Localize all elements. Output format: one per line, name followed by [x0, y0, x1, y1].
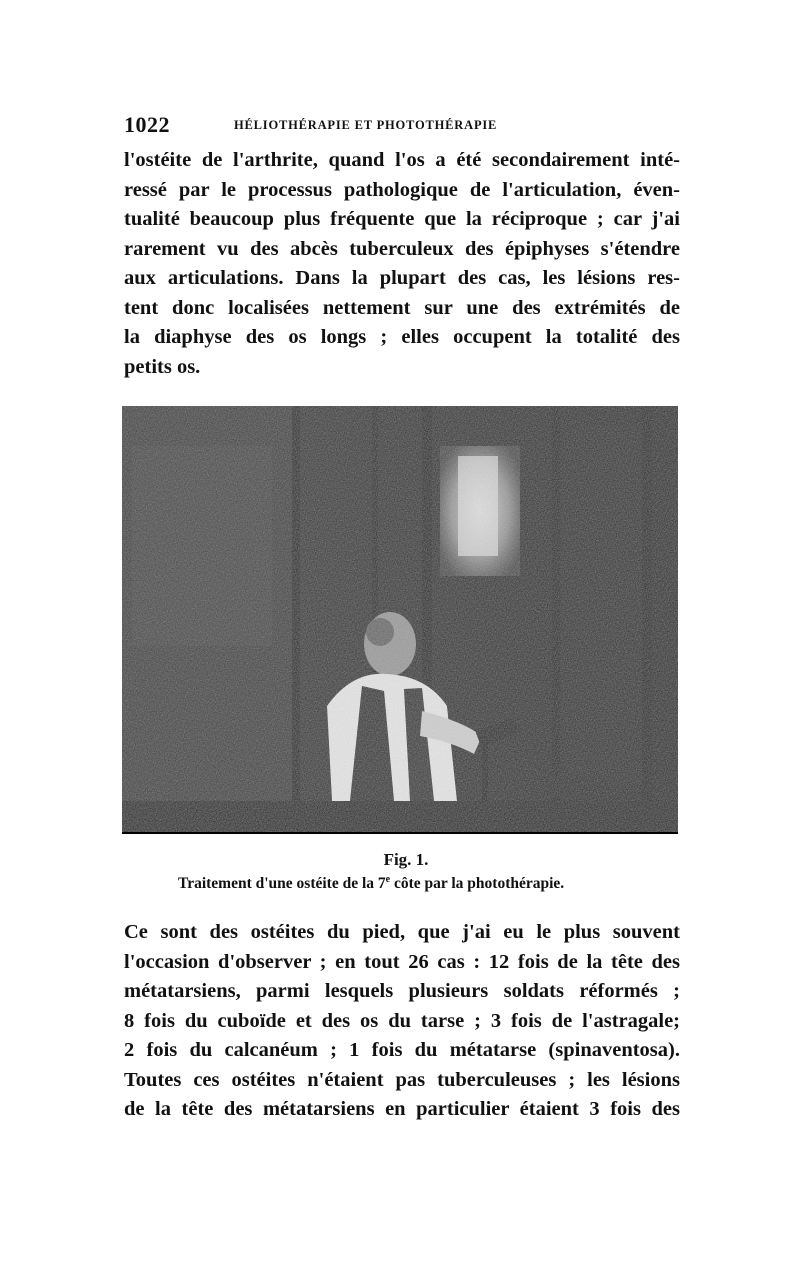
text-line: 8 fois du cuboïde et des os du tarse ; 3 fois de l'astragale; [124, 1009, 680, 1032]
caption-text: Traitement d'une ostéite de la 7 [178, 875, 386, 893]
text-line: l'ostéite de l'arthrite, quand l'os a été secondairement inté- [124, 149, 680, 171]
photo-illustration [122, 406, 678, 832]
text-line: métatarsiens, parmi lesquels plusieurs soldats réformés ; [124, 980, 680, 1002]
text-line: la diaphyse des os longs ; elles occupent la totalité des [124, 326, 680, 348]
paragraph-1 [124, 146, 680, 382]
text-line: tualité beaucoup plus fréquente que la réciproque ; car j'ai [124, 208, 680, 230]
text-line: Toutes ces ostéites n'étaient pas tuberculeuses ; les lésions [124, 1068, 680, 1091]
text-line: 2 fois du calcanéum ; 1 fois du métatarse (spinaventosa). [124, 1039, 680, 1061]
caption-superscript: e [385, 874, 391, 885]
paragraph-2 [124, 918, 680, 1125]
text-line: tent donc localisées nettement sur une des extrémités de [124, 296, 680, 319]
figure-caption [178, 874, 564, 893]
figure-label: Fig. 1. [383, 850, 429, 869]
page-header [124, 112, 680, 136]
caption-text-end: côte par la photothérapie. [390, 875, 565, 893]
text-line: rarement vu des abcès tuberculeux des épiphyses s'étendre [124, 237, 680, 260]
page-number: 1022 [124, 112, 170, 137]
text-line: ressé par le processus pathologique de l'articulation, éven- [124, 178, 680, 201]
text-line: petits os. [124, 355, 201, 378]
running-title: HÉLIOTHÉRAPIE ET PHOTOTHÉRAPIE [234, 118, 498, 132]
text-line: aux articulations. Dans la plupart des cas, les lésions res- [124, 267, 680, 289]
text-line: Ce sont des ostéites du pied, que j'ai eu le plus souvent [124, 921, 680, 943]
text-line: l'occasion d'observer ; en tout 26 cas : 12 fois de la tête des [124, 950, 680, 973]
text-line: de la tête des métatarsiens en particulier étaient 3 fois des [124, 1098, 680, 1120]
figure-photograph [122, 406, 678, 834]
